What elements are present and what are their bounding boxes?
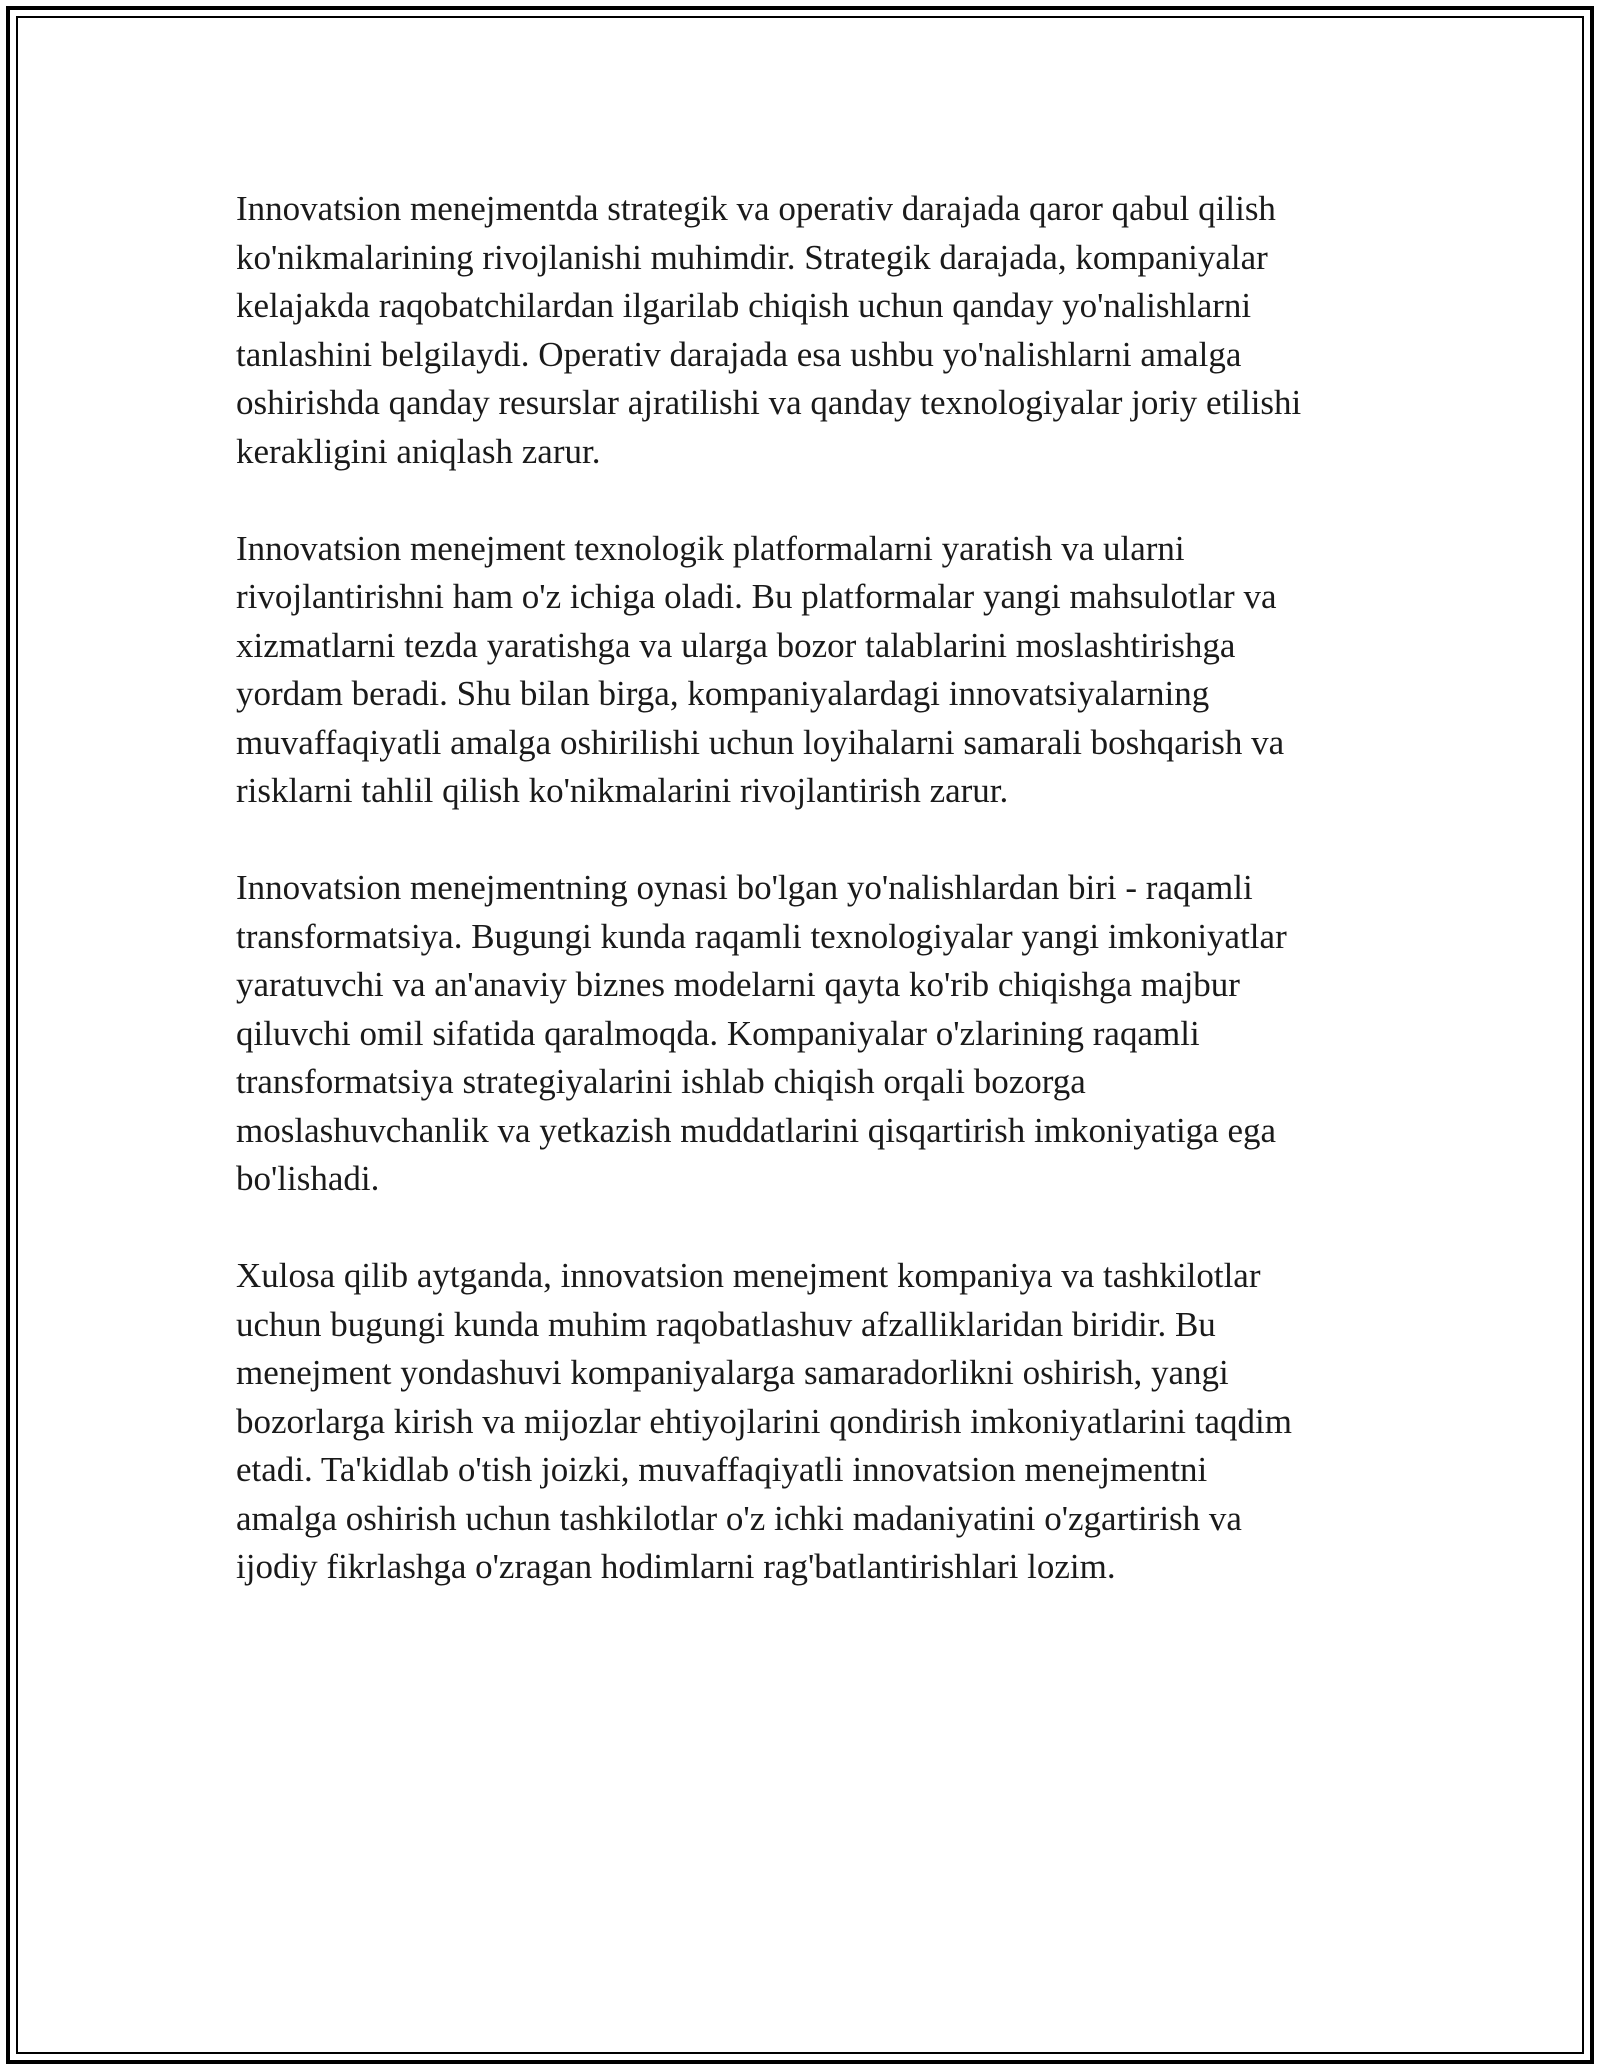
text-line: kelajakda raqobatchilardan ilgarilab chiqish uchun qanday yo'nalishlarni (236, 286, 1252, 325)
text-line: etadi. Ta'kidlab o'tish joizki, muvaffaqiyatli innovatsion menejmentni (236, 1450, 1208, 1489)
text-line: xizmatlarni tezda yaratishga va ularga bozor talablarini moslashtirishga (236, 625, 1236, 665)
text-line: muvaffaqiyatli amalga oshirilishi uchun loyihalarni samarali boshqarish va (236, 722, 1285, 762)
text-line: ijodiy fikrlashga o'zragan hodimlarni rag'batlantirishlari lozim. (236, 1547, 1116, 1586)
text-line: risklarni tahlil qilish ko'nikmalarini rivojlantirish zarur. (236, 771, 1009, 810)
paragraph-1 (236, 185, 1366, 476)
text-line: yaratuvchi va an'anaviy biznes modelarni qayta ko'rib chiqishga majbur (236, 965, 1240, 1004)
text-line: kerakligini aniqlash zarur. (236, 431, 601, 471)
text-line: yordam beradi. Shu bilan birga, kompaniyalardagi innovatsiyalarning (236, 674, 1210, 713)
text-line: oshirishda qanday resurslar ajratilishi va qanday texnologiyalar joriy etilishi (236, 383, 1302, 422)
text-line: bozorlarga kirish va mijozlar ehtiyojlarini qondirish imkoniyatlarini taqdim (236, 1401, 1292, 1441)
text-line: qiluvchi omil sifatida qaralmoqda. Kompaniyalar o'zlarining raqamli (236, 1013, 1200, 1053)
paragraph-2 (236, 525, 1366, 816)
text-line: tanlashini belgilaydi. Operativ darajada esa ushbu yo'nalishlarni amalga (236, 334, 1242, 374)
text-line: transformatsiya strategiyalarini ishlab chiqish orqali bozorga (236, 1062, 1086, 1101)
text-line: Innovatsion menejmentda strategik va operativ darajada qaror qabul qilish (236, 189, 1276, 228)
document-body (236, 185, 1366, 1640)
paragraph-4 (236, 1252, 1366, 1592)
text-line: uchun bugungi kunda muhim raqobatlashuv afzalliklaridan biridir. Bu (236, 1304, 1216, 1344)
text-line: ko'nikmalarining rivojlanishi muhimdir. Strategik darajada, kompaniyalar (236, 237, 1268, 277)
text-line: menejment yondashuvi kompaniyalarga samaradorlikni oshirish, yangi (236, 1353, 1229, 1392)
text-line: Innovatsion menejmentning oynasi bo'lgan yo'nalishlardan biri - raqamli (236, 868, 1253, 907)
text-line: amalga oshirish uchun tashkilotlar o'z ichki madaniyatini o'zgartirish va (236, 1498, 1242, 1538)
text-line: bo'lishadi. (236, 1159, 380, 1198)
text-line: Innovatsion menejment texnologik platformalarni yaratish va ularni (236, 528, 1185, 568)
text-line: Xulosa qilib aytganda, innovatsion menejment kompaniya va tashkilotlar (236, 1256, 1261, 1295)
paragraph-3 (236, 864, 1366, 1204)
text-line: rivojlantirishni ham o'z ichiga oladi. Bu platformalar yangi mahsulotlar va (236, 577, 1277, 616)
text-line: moslashuvchanlik va yetkazish muddatlarini qisqartirish imkoniyatiga ega (236, 1110, 1277, 1150)
text-line: transformatsiya. Bugungi kunda raqamli texnologiyalar yangi imkoniyatlar (236, 916, 1287, 956)
